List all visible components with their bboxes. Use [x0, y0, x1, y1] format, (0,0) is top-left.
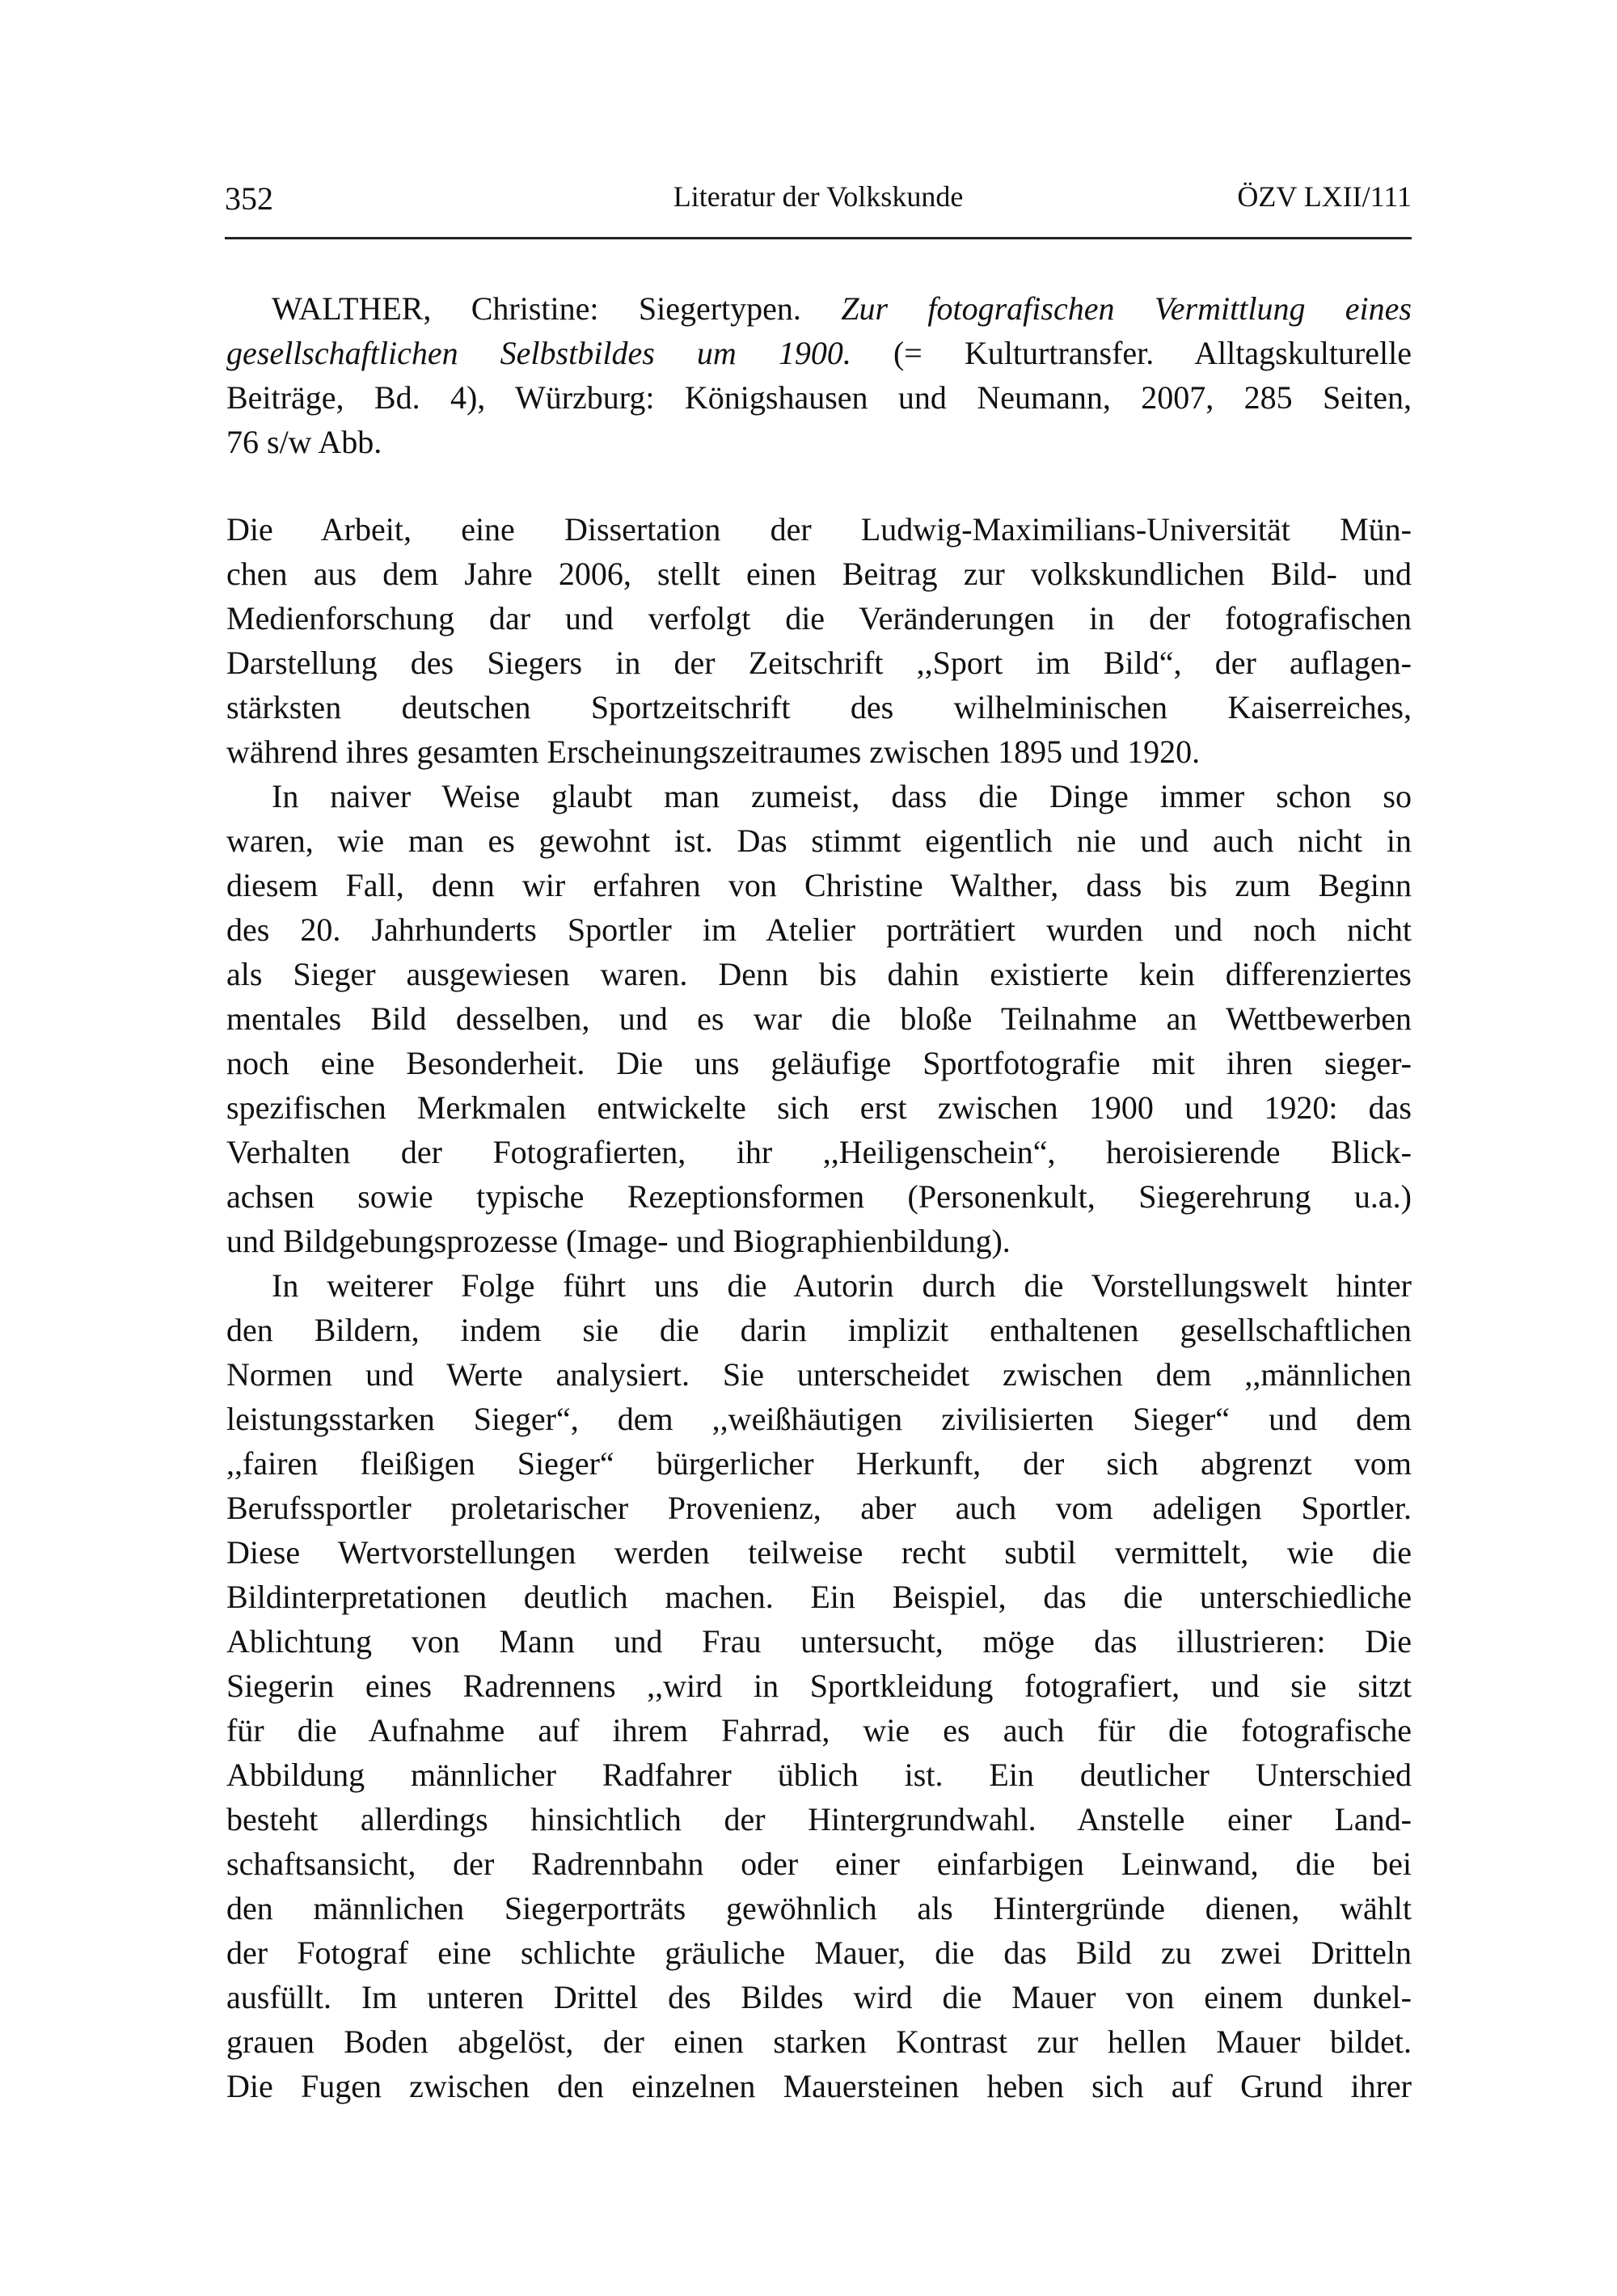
text-line: waren, wie man es gewohnt ist. Das stimmt eigentlich nie und auch nicht in [226, 822, 1412, 859]
text-line: den männlichen Siegerporträts gewöhnlich als Hintergründe dienen, wählt [226, 1890, 1412, 1926]
paragraph [226, 507, 1412, 774]
citation-title-italic: Zur fotografischen Vermittlung eines [841, 290, 1412, 327]
citation-line [226, 286, 1412, 331]
text-line: Normen und Werte analysiert. Sie unterscheidet zwischen dem ,,männlichen [226, 1356, 1412, 1393]
citation-line [226, 375, 1412, 420]
text-line: ,,fairen fleißigen Sieger“ bürgerlicher Herkunft, der sich abgrenzt vom [226, 1445, 1412, 1482]
text-line: stärksten deutschen Sportzeitschrift des wilhelminischen Kaiserreiches, [226, 689, 1412, 725]
text-line: spezifischen Merkmalen entwickelte sich erst zwischen 1900 und 1920: das [226, 1089, 1412, 1126]
text-line: Darstellung des Siegers in der Zeitschrift ,,Sport im Bild“, der auflagen- [226, 645, 1412, 681]
text-line: Berufssportler proletarischer Provenienz, aber auch vom adeligen Sportler. [226, 1490, 1412, 1526]
text-line: leistungsstarken Sieger“, dem ,,weißhäutigen zivilisierten Sieger“ und dem [226, 1401, 1412, 1437]
running-header [225, 180, 1412, 220]
text-line: und Bildgebungsprozesse (Image- und Biographienbildung). [226, 1223, 1011, 1259]
text-line: den Bildern, indem sie die darin implizit enthaltenen gesellschaftlichen [226, 1312, 1412, 1348]
citation-line [226, 331, 1412, 375]
text-line: Ablichtung von Mann und Frau untersucht, möge das illustrieren: Die [226, 1623, 1412, 1660]
text-line: Medienforschung dar und verfolgt die Veränderungen in der fotografischen [226, 600, 1412, 636]
text-line: grauen Boden abgelöst, der einen starken Kontrast zur hellen Mauer bildet. [226, 2023, 1412, 2060]
text-line: Verhalten der Fotografierten, ihr ,,Heiligenschein“, heroisierende Blick- [226, 1134, 1412, 1170]
text-line: für die Aufnahme auf ihrem Fahrrad, wie es auch für die fotografische [226, 1712, 1412, 1748]
page-number: 352 [225, 180, 273, 217]
text-line: Bildinterpretationen deutlich machen. Ein Beispiel, das die unterschiedliche [226, 1579, 1412, 1615]
review-body [226, 507, 1412, 2108]
citation-text: (= Kulturtransfer. Alltagskulturelle [851, 335, 1412, 371]
citation-title-italic: gesellschaftlichen Selbstbildes um 1900. [226, 335, 851, 371]
citation-text: WALTHER, Christine: Siegertypen. [272, 290, 842, 327]
text-line: mentales Bild desselben, und es war die bloße Teilnahme an Wettbewerben [226, 1000, 1412, 1037]
citation-line [226, 420, 1412, 464]
text-line: Siegerin eines Radrennens ,,wird in Sportkleidung fotografiert, und sie sitzt [226, 1668, 1412, 1704]
running-title: Literatur der Volkskunde [673, 180, 964, 213]
bibliographic-citation [226, 286, 1412, 464]
header-rule [225, 237, 1412, 239]
paragraph [226, 1263, 1412, 2108]
citation-text: 76 s/w Abb. [226, 424, 382, 460]
paragraph [226, 774, 1412, 1263]
citation-text: Beiträge, Bd. 4), Würzburg: Königshausen und Neumann, 2007, 285 Seiten, [226, 379, 1412, 416]
text-line: des 20. Jahrhunderts Sportler im Atelier porträtiert wurden und noch nicht [226, 911, 1412, 948]
text-line: In weiterer Folge führt uns die Autorin durch die Vorstellungswelt hinter [272, 1267, 1412, 1304]
text-line: Abbildung männlicher Radfahrer üblich ist. Ein deutlicher Unterschied [226, 1757, 1412, 1793]
text-line: achsen sowie typische Rezeptionsformen (Personenkult, Siegerehrung u.a.) [226, 1178, 1412, 1215]
text-line: ausfüllt. Im unteren Drittel des Bildes wird die Mauer von einem dunkel- [226, 1979, 1412, 2015]
text-line: Diese Wertvorstellungen werden teilweise recht subtil vermittelt, wie die [226, 1534, 1412, 1571]
text-line: diesem Fall, denn wir erfahren von Christine Walther, dass bis zum Beginn [226, 867, 1412, 903]
text-line: Die Arbeit, eine Dissertation der Ludwig-Maximilians-Universität Mün- [226, 511, 1412, 548]
text-line: als Sieger ausgewiesen waren. Denn bis dahin existierte kein differenziertes [226, 956, 1412, 992]
text-line: chen aus dem Jahre 2006, stellt einen Beitrag zur volkskundlichen Bild- und [226, 556, 1412, 592]
text-line: Die Fugen zwischen den einzelnen Mauersteinen heben sich auf Grund ihrer [226, 2068, 1412, 2104]
text-line: der Fotograf eine schlichte gräuliche Mauer, die das Bild zu zwei Dritteln [226, 1934, 1412, 1971]
text-line: besteht allerdings hinsichtlich der Hintergrundwahl. Anstelle einer Land- [226, 1801, 1412, 1837]
text-line: In naiver Weise glaubt man zumeist, dass die Dinge immer schon so [272, 778, 1412, 814]
text-line: während ihres gesamten Erscheinungszeitraumes zwischen 1895 und 1920. [226, 734, 1201, 770]
text-line: schaftsansicht, der Radrennbahn oder einer einfarbigen Leinwand, die bei [226, 1846, 1412, 1882]
journal-issue: ÖZV LXII/111 [1237, 180, 1412, 213]
text-line: noch eine Besonderheit. Die uns geläufige Sportfotografie mit ihren sieger- [226, 1045, 1412, 1081]
